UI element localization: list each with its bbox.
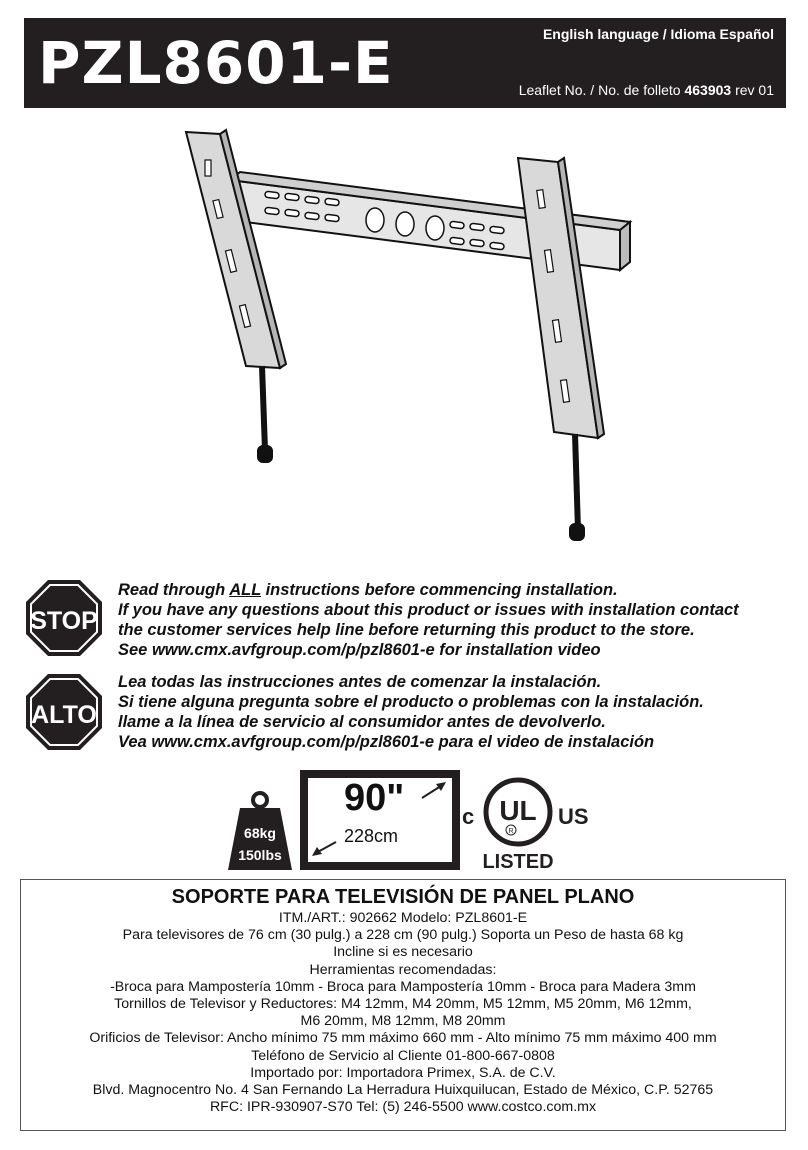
weight-capacity-icon — [226, 790, 294, 870]
english-line-1-pre: Read through — [118, 581, 230, 599]
tv-mount-illustration — [150, 120, 650, 560]
info-title: SOPORTE PARA TELEVISIÓN DE PANEL PLANO — [171, 886, 635, 908]
stop-sign-label: STOP — [30, 607, 98, 635]
leaflet-id: 463903 — [684, 82, 732, 98]
spanish-line-2: Si tiene alguna pregunta sobre el producto o problemas con la instalación. — [118, 693, 704, 711]
english-line-1 — [118, 580, 788, 600]
leaflet-number — [519, 82, 774, 98]
english-line-4: See www.cmx.avfgroup.com/p/pzl8601-e for installation video — [118, 641, 601, 659]
spanish-info-box — [20, 879, 786, 1131]
info-line: Importado por: Importadora Primex, S.A. de C.V. — [250, 1064, 556, 1081]
info-line: Blvd. Magnocentro No. 4 San Fernando La Herradura Huixquilucan, Estado de México, C.P. 52765 — [92, 1082, 714, 1099]
info-line: Para televisores de 76 cm (30 pulg.) a 228 cm (90 pulg.) Soporta un Peso de hasta 68 kg — [122, 927, 684, 944]
info-line: Herramientas recomendadas: — [309, 961, 497, 978]
leaflet-prefix: Leaflet No. / No. de folleto — [518, 82, 681, 98]
spanish-line-4: Vea www.cmx.avfgroup.com/p/pzl8601-e para el video de instalación — [118, 733, 655, 751]
ul-listed-icon — [462, 774, 592, 874]
info-line: RFC: IPR-930907-S70 Tel: (5) 246-5500 www.costco.com.mx — [209, 1099, 597, 1116]
weight-kg: 68kg — [244, 825, 276, 841]
model-number: PZL8601-E — [38, 29, 394, 97]
info-line: -Broca para Mampostería 10mm - Broca para Mampostería 10mm - Broca para Madera 3mm — [110, 978, 696, 995]
english-instructions — [118, 580, 788, 660]
spanish-line-1: Lea todas las instrucciones antes de comenzar la instalación. — [118, 673, 602, 691]
header-banner — [24, 18, 786, 108]
ul-listed: LISTED — [482, 851, 554, 873]
ul-us: US — [558, 804, 589, 829]
leaflet-rev: rev 01 — [735, 82, 774, 98]
ul-registered: R — [508, 828, 514, 835]
info-line: Orificios de Televisor: Ancho mínimo 75 mm máximo 660 mm - Alto mínimo 75 mm máximo 400 mm — [89, 1030, 717, 1047]
alto-sign-label: ALTO — [31, 701, 97, 729]
spanish-instructions — [118, 672, 788, 752]
english-line-2: If you have any questions about this product or issues with installation contact — [118, 601, 739, 619]
ul-c: c — [462, 804, 475, 829]
info-line: Teléfono de Servicio al Cliente 01-800-667-0808 — [251, 1047, 555, 1064]
info-line: Tornillos de Televisor y Reductores: M4 12mm, M4 20mm, M5 12mm, M5 20mm, M6 12mm, — [114, 996, 692, 1013]
tv-size-cm: 228cm — [344, 826, 399, 846]
english-line-3: the customer services help line before returning this product to the store. — [118, 621, 695, 639]
english-line-1-all: ALL — [229, 581, 261, 599]
info-line: Incline si es necesario — [333, 944, 473, 961]
ul-mark-text: UL — [499, 795, 537, 826]
info-line: ITM./ART.: 902662 Modelo: PZL8601-E — [278, 910, 528, 926]
alto-sign-icon — [24, 672, 104, 752]
weight-lbs: 150lbs — [238, 847, 282, 863]
info-line: M6 20mm, M8 12mm, M8 20mm — [300, 1013, 506, 1030]
stop-sign-icon — [24, 578, 104, 658]
spanish-line-3: llame a la línea de servicio al consumidor antes de devolverlo. — [118, 713, 606, 731]
tv-size-inches: 90" — [344, 777, 405, 819]
language-label: English language / Idioma Español — [542, 26, 774, 42]
english-line-1-post: instructions before commencing installation. — [261, 581, 618, 599]
